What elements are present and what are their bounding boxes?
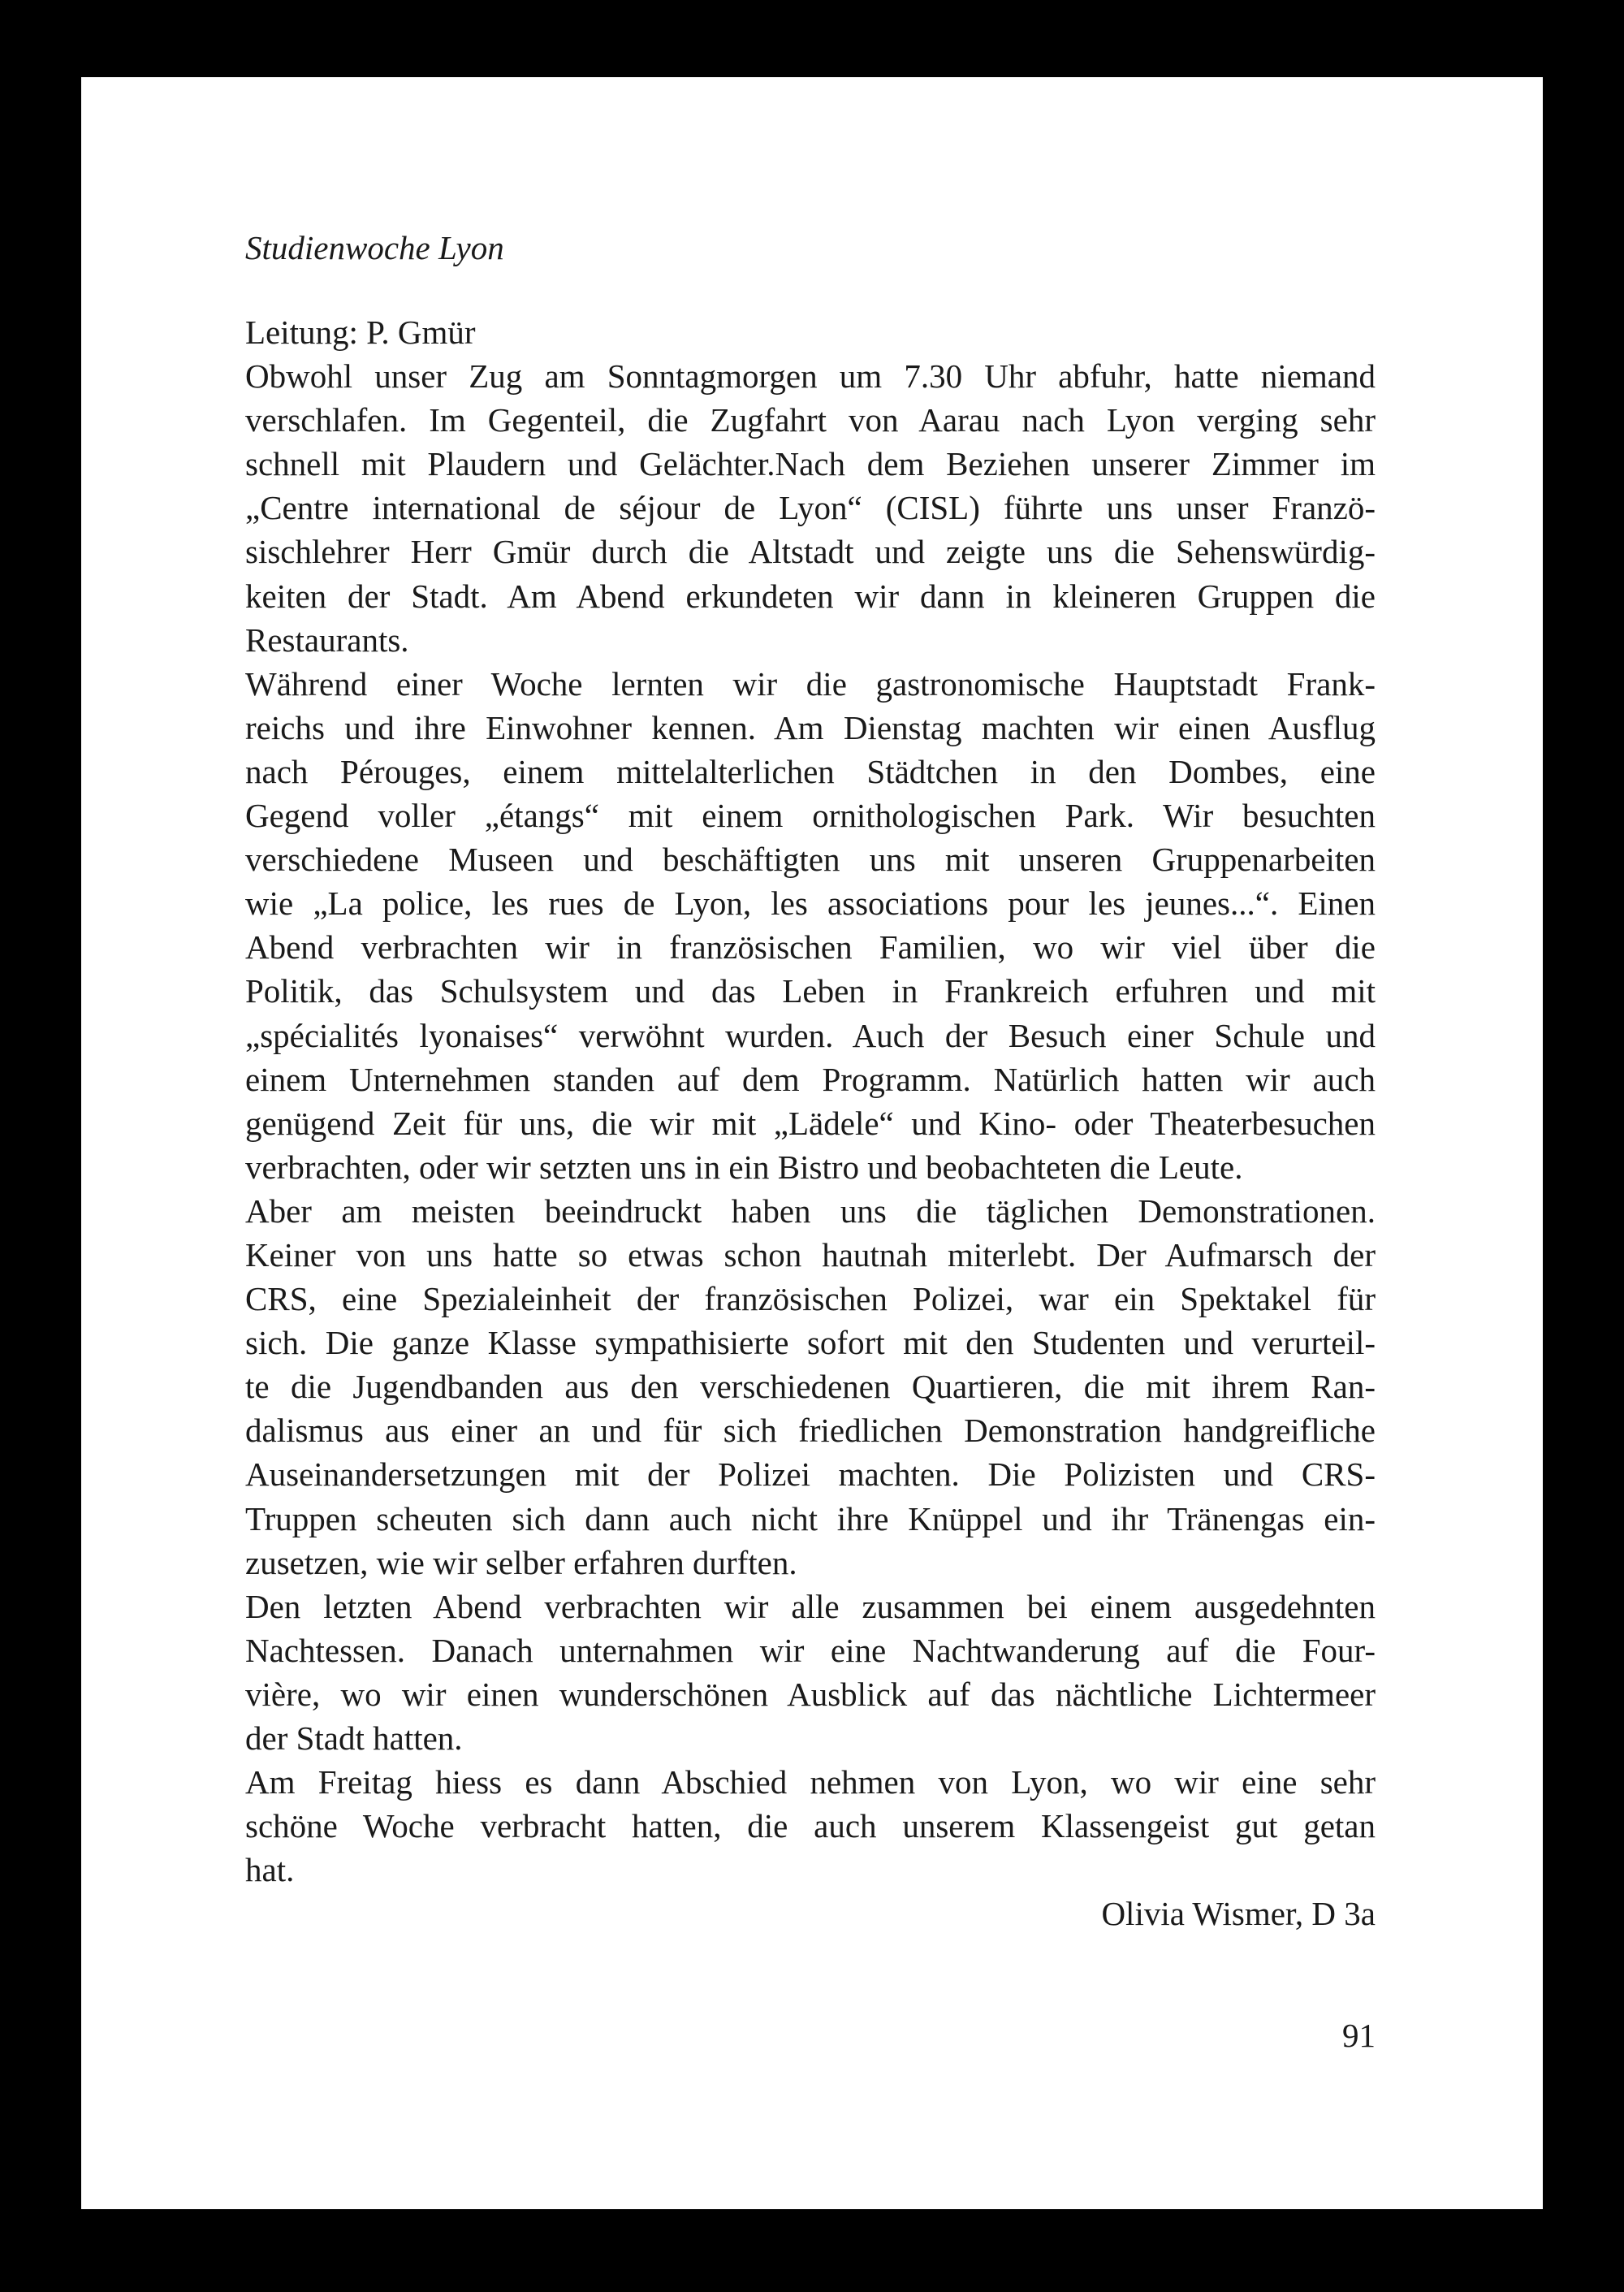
text-line: einem Unternehmen standen auf dem Programm. Natürlich hatten wir auch — [245, 1060, 1376, 1098]
text-line: Aber am meisten beeindruckt haben uns die täglichen Demonstrationen. — [245, 1191, 1376, 1230]
text-line: Auseinandersetzungen mit der Polizei machten. Die Polizisten und CRS- — [245, 1455, 1376, 1494]
text-line: Keiner von uns hatte so etwas schon hautnah miterlebt. Der Aufmarsch der — [245, 1235, 1376, 1274]
text-line: Am Freitag hiess es dann Abschied nehmen von Lyon, wo wir eine sehr — [245, 1763, 1376, 1801]
text-line: vière, wo wir einen wunderschönen Ausblick auf das nächtliche Lichtermeer — [245, 1675, 1376, 1713]
paragraph — [245, 354, 1376, 662]
article — [245, 226, 1376, 1935]
text-line: Abend verbrachten wir in französischen Familien, wo wir viel über die — [245, 928, 1376, 967]
text-line: verschlafen. Im Gegenteil, die Zugfahrt von Aarau nach Lyon verging sehr — [245, 401, 1376, 439]
page-number: 91 — [1342, 2017, 1376, 2054]
text-line: „spécialités lyonaises“ verwöhnt wurden. Auch der Besuch einer Schule und — [245, 1016, 1376, 1054]
author-signature: Olivia Wismer, D 3a — [1101, 1895, 1376, 1933]
text-line: zusetzen, wie wir selber erfahren durften. — [245, 1543, 797, 1581]
text-line: reichs und ihre Einwohner kennen. Am Dienstag machten wir einen Ausflug — [245, 708, 1376, 746]
text-line: te die Jugendbanden aus den verschiedenen Quartieren, die mit ihrem Ran- — [245, 1368, 1376, 1406]
text-line: CRS, eine Spezialeinheit der französischen Polizei, war ein Spektakel für — [245, 1280, 1376, 1318]
text-line: Den letzten Abend verbrachten wir alle zusammen bei einem ausgedehnten — [245, 1587, 1376, 1625]
text-line: Politik, das Schulsystem und das Leben in Frankreich erfuhren und mit — [245, 972, 1376, 1010]
leitung-line: Leitung: P. Gmür — [245, 314, 476, 351]
text-line: Truppen scheuten sich dann auch nicht ihre Knüppel und ihr Tränengas ein- — [245, 1499, 1376, 1537]
text-line: keiten der Stadt. Am Abend erkundeten wir dann in kleineren Gruppen die — [245, 577, 1376, 615]
text-line: genügend Zeit für uns, die wir mit „Lädele“ und Kino- oder Theaterbesuchen — [245, 1104, 1376, 1142]
text-line: verschiedene Museen und beschäftigten uns mit unseren Gruppenarbeiten — [245, 841, 1376, 879]
text-line: Restaurants. — [245, 621, 409, 659]
text-line: schnell mit Plaudern und Gelächter.Nach dem Beziehen unserer Zimmer im — [245, 445, 1376, 483]
paragraph — [245, 1189, 1376, 1585]
text-line: wie „La police, les rues de Lyon, les associations pour les jeunes...“. Einen — [245, 884, 1376, 923]
text-line: Obwohl unser Zug am Sonntagmorgen um 7.30 Uhr abfuhr, hatte niemand — [245, 357, 1376, 396]
text-line: Während einer Woche lernten wir die gastronomische Hauptstadt Frank- — [245, 664, 1376, 703]
text-line: Gegend voller „étangs“ mit einem ornithologischen Park. Wir besuchten — [245, 797, 1376, 835]
text-line: dalismus aus einer an und für sich friedlichen Demonstration handgreifliche — [245, 1412, 1376, 1450]
text-line: der Stadt hatten. — [245, 1719, 463, 1757]
text-line: verbrachten, oder wir setzten uns in ein Bistro und beobachteten die Leute. — [245, 1148, 1243, 1186]
text-line: sich. Die ganze Klasse sympathisierte sofort mit den Studenten und verurteil- — [245, 1324, 1376, 1362]
text-line: hat. — [245, 1851, 295, 1889]
paragraph — [245, 662, 1376, 1189]
page — [81, 77, 1543, 2209]
text-line: sischlehrer Herr Gmür durch die Altstadt und zeigte uns die Sehenswürdig- — [245, 533, 1376, 571]
article-body — [245, 354, 1376, 1892]
paragraph — [245, 1760, 1376, 1892]
paragraph — [245, 1585, 1376, 1760]
text-line: „Centre international de séjour de Lyon“ (CISL) führte uns unser Franzö- — [245, 489, 1376, 527]
text-line: nach Pérouges, einem mittelalterlichen Städtchen in den Dombes, eine — [245, 752, 1376, 790]
article-title: Studienwoche Lyon — [245, 229, 504, 266]
text-line: Nachtessen. Danach unternahmen wir eine Nachtwanderung auf die Four- — [245, 1631, 1376, 1669]
text-line: schöne Woche verbracht hatten, die auch unserem Klassengeist gut getan — [245, 1807, 1376, 1845]
